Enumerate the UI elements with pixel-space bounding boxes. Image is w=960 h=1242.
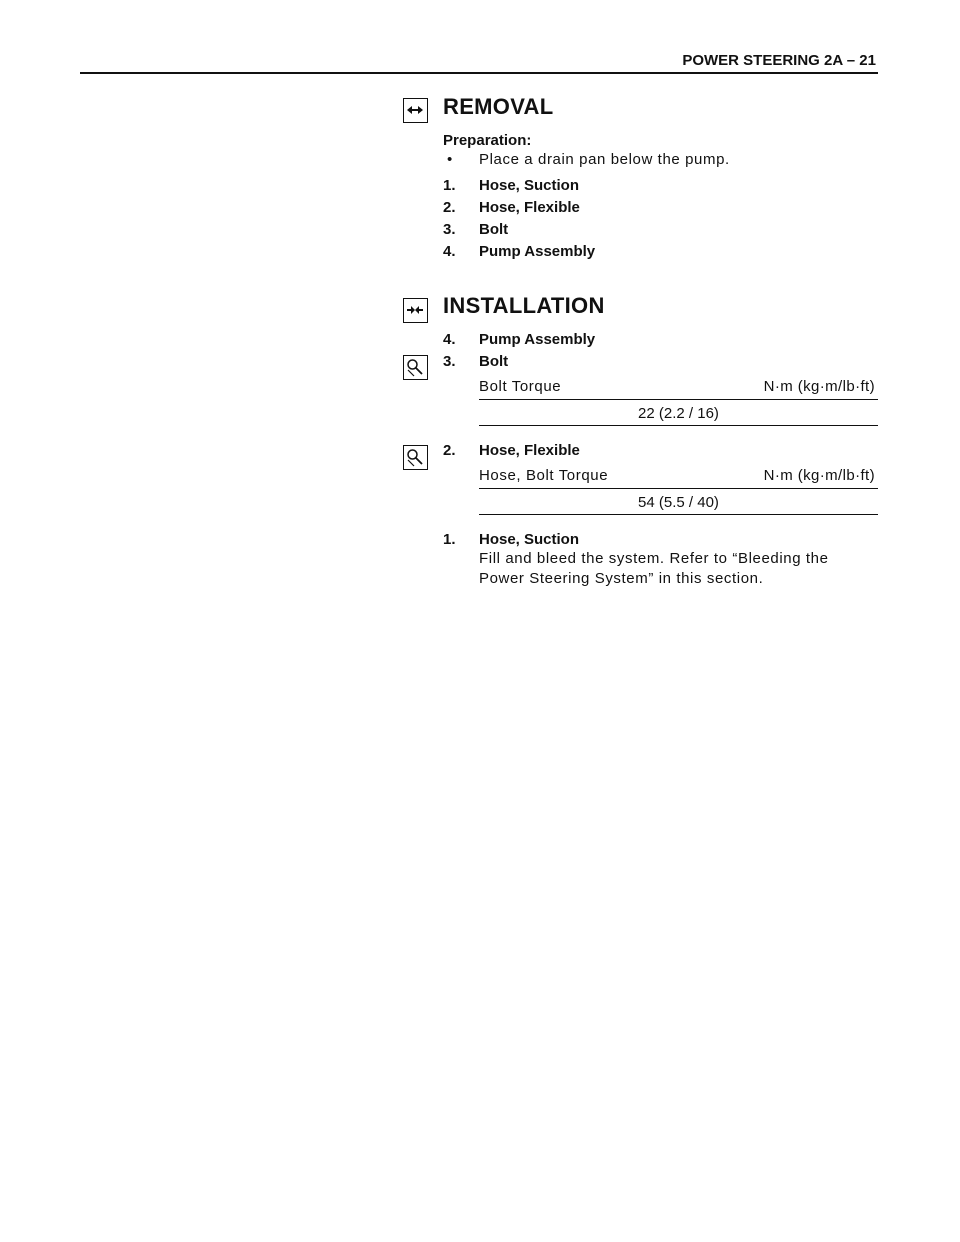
list-item-number: 4. [443,331,456,348]
list-item-number: 1. [443,531,456,548]
installation-title: INSTALLATION [443,293,605,318]
spec-divider [479,488,878,489]
list-item-number: 2. [443,199,456,216]
bullet-dot: • [447,151,453,168]
spec-label: Bolt Torque [479,378,562,395]
spec-divider [479,399,878,400]
list-item: Hose, Suction [479,177,580,194]
spec-value: 54 (5.5 / 40) [638,494,719,511]
header-title: POWER STEERING 2A – 21 [682,52,876,69]
list-item-number: 4. [443,243,456,260]
torque-wrench-icon [403,445,428,470]
removal-arrows-icon [403,98,428,123]
list-item: Pump Assembly [479,243,596,260]
bleed-note-line1: Fill and bleed the system. Refer to “Bleeding the [479,550,829,567]
spec-divider [479,514,878,515]
spec-unit: N·m (kg·m/lb·ft) [763,467,875,484]
spec-divider [479,425,878,426]
preparation-bullet: Place a drain pan below the pump. [479,151,730,168]
list-item: Pump Assembly [479,331,596,348]
list-item: Bolt [479,353,509,370]
list-item-number: 2. [443,442,456,459]
removal-title: REMOVAL [443,94,554,119]
page-header [80,52,878,74]
list-item-number: 3. [443,221,456,238]
list-item: Hose, Flexible [479,199,580,216]
preparation-label: Preparation: [443,132,532,149]
list-item-number: 3. [443,353,456,370]
torque-wrench-icon [403,355,428,380]
spec-unit: N·m (kg·m/lb·ft) [763,378,875,395]
list-item-number: 1. [443,177,456,194]
bleed-note-line2: Power Steering System” in this section. [479,570,764,587]
list-item: Hose, Flexible [479,442,580,459]
list-item: Bolt [479,221,509,238]
spec-value: 22 (2.2 / 16) [638,405,719,422]
list-item: Hose, Suction [479,531,580,548]
spec-label: Hose, Bolt Torque [479,467,609,484]
installation-arrows-icon [403,298,428,323]
